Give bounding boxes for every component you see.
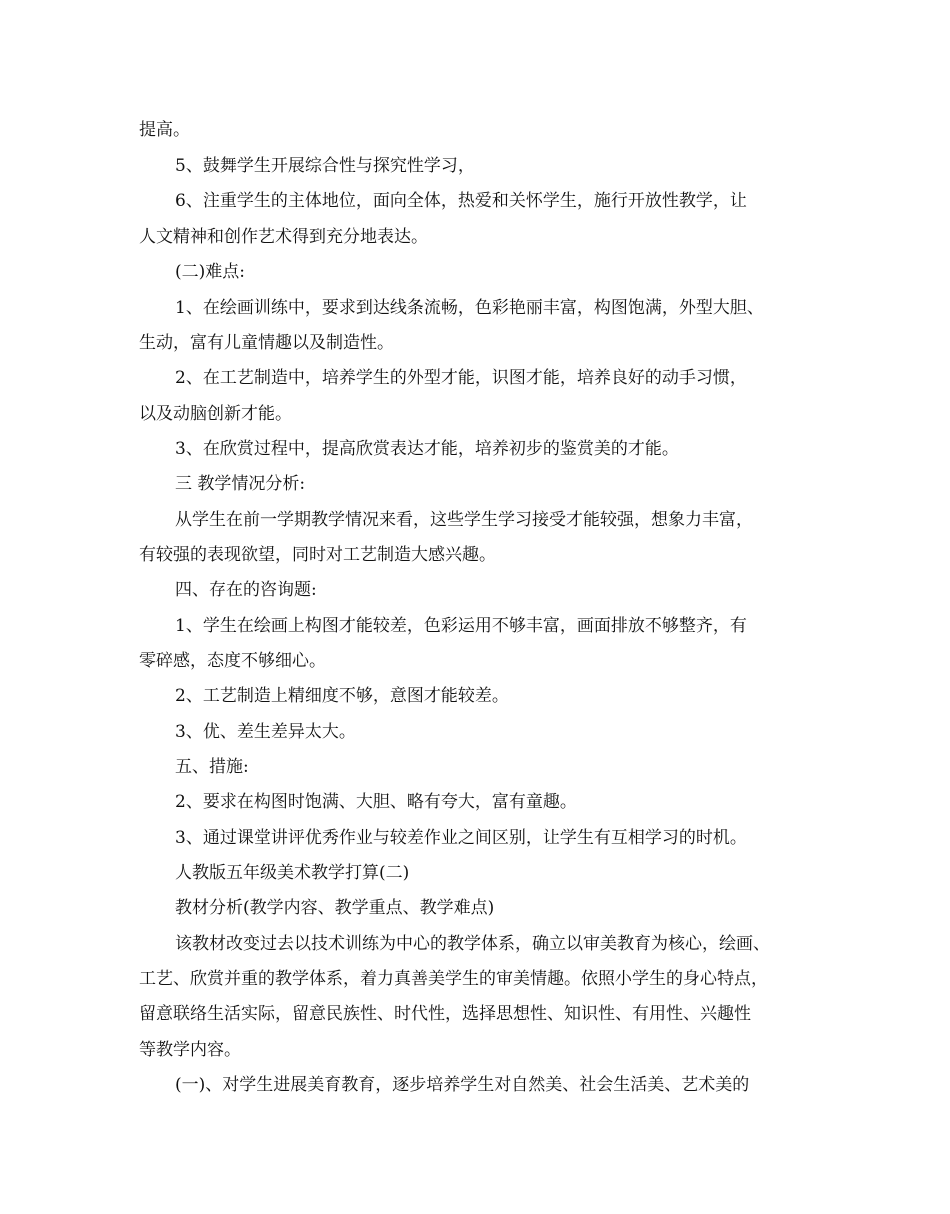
text-line: 2、要求在构图时饱满、大胆、略有夸大，富有童趣。 [175,792,577,812]
text-line: (二)难点: [175,262,245,282]
text-line: 留意联络生活实际，留意民族性、时代性，选择思想性、知识性、有用性、兴趣性 [139,1004,751,1024]
text-line: 5、鼓舞学生开展综合性与探究性学习， [175,156,475,176]
text-line: 3、优、差生差异太大。 [175,722,356,742]
text-line: 提高。 [139,120,190,140]
text-line: 工艺、欣赏并重的教学体系，着力真善美学生的审美情趣。依照小学生的身心特点， [139,969,768,989]
text-line: 人教版五年级美术教学打算(二) [175,863,410,883]
text-line: 从学生在前一学期教学情况来看，这些学生学习接受才能较强，想象力丰富， [175,510,753,530]
text-line: 3、在欣赏过程中，提高欣赏表达才能，培养初步的鉴赏美的才能。 [175,439,679,459]
text-line: 等教学内容。 [139,1040,241,1060]
text-line: 该教材改变过去以技术训练为中心的教学体系，确立以审美教育为核心，绘画、 [175,934,770,954]
text-line: 教材分析(教学内容、教学重点、教学难点) [175,898,495,918]
text-line: 2、在工艺制造中，培养学生的外型才能，识图才能，培养良好的动手习惯， [175,368,747,388]
text-line: 三 教学情况分析: [175,474,306,494]
text-line: 零碎感，态度不够细心。 [139,651,326,671]
text-line: 1、学生在绘画上构图才能较差，色彩运用不够丰富，画面排放不够整齐，有 [175,616,747,636]
text-line: 人文精神和创作艺术得到充分地表达。 [139,227,428,247]
text-line: (一)、对学生进展美育教育，逐步培养学生对自然美、社会生活美、艺术美的 [175,1075,750,1095]
text-line: 6、注重学生的主体地位，面向全体，热爱和关怀学生，施行开放性教学，让 [175,191,747,211]
text-line: 2、工艺制造上精细度不够，意图才能较差。 [175,686,509,706]
text-line: 生动，富有儿童情趣以及制造性。 [139,333,394,353]
text-line: 1、在绘画训练中，要求到达线条流畅，色彩艳丽丰富，构图饱满，外型大胆、 [175,298,764,318]
text-line: 五、措施: [175,757,249,777]
text-line: 有较强的表现欲望，同时对工艺制造大感兴趣。 [139,545,496,565]
text-line: 四、存在的咨询题: [175,580,317,600]
text-line: 3、通过课堂讲评优秀作业与较差作业之间区别，让学生有互相学习的时机。 [175,828,747,848]
text-line: 以及动脑创新才能。 [139,404,292,424]
